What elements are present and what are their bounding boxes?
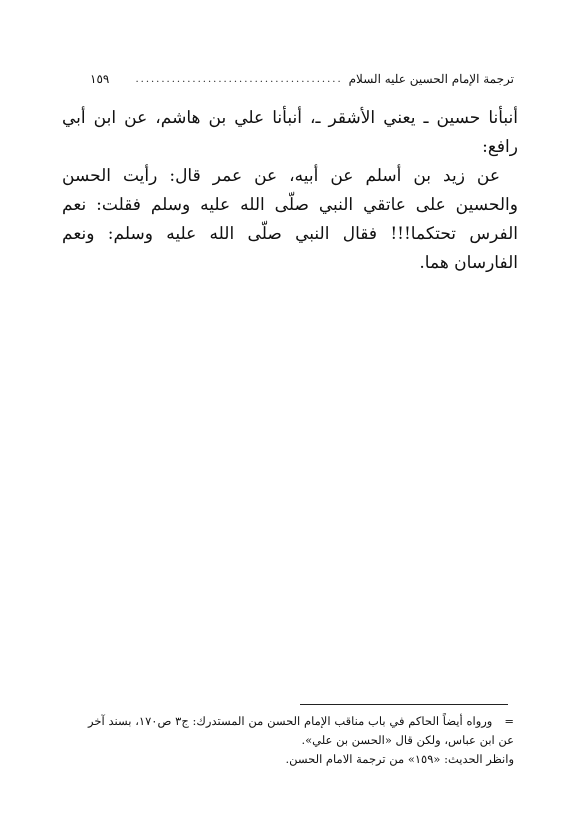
hadith-paragraph: عن زيد بن أسلم عن أبيه، عن عمر قال: رأيت الحسن والحسين على عاتقي النبي صلّى الله عليه وسلم فقلت: نعم الفرس تحتكما!!! فقال النبي صلّى الله عليه وسلم: ونعم الفارسان هما.: [62, 166, 518, 273]
footnotes: [88, 712, 514, 769]
footnote-continuation-marker: =: [504, 714, 514, 728]
page-number: ١٥٩: [90, 72, 110, 86]
main-text: [62, 104, 518, 278]
isnad-paragraph: أنبأنا حسين ـ يعني الأشقر ـ، أنبأنا علي بن هاشم، عن ابن أبي رافع:: [62, 108, 518, 157]
footnote-text: ورواه أيضاً الحاكم في باب مناقب الإمام الحسن من المستدرك: ج٣ ص١٧٠، بسند آخر عن ابن عباس، ولكن قال «الحسن بن علي».: [88, 714, 514, 747]
footnote-line: وانظر الحديث: «١٥٩» من ترجمة الامام الحسن.: [285, 752, 514, 766]
running-title: ترجمة الإمام الحسين عليه السلام: [348, 72, 514, 86]
footnote-divider: [300, 704, 508, 705]
leader-dots: ........................................: [135, 73, 343, 85]
footnote-line: [88, 712, 514, 750]
running-header: [90, 68, 514, 90]
